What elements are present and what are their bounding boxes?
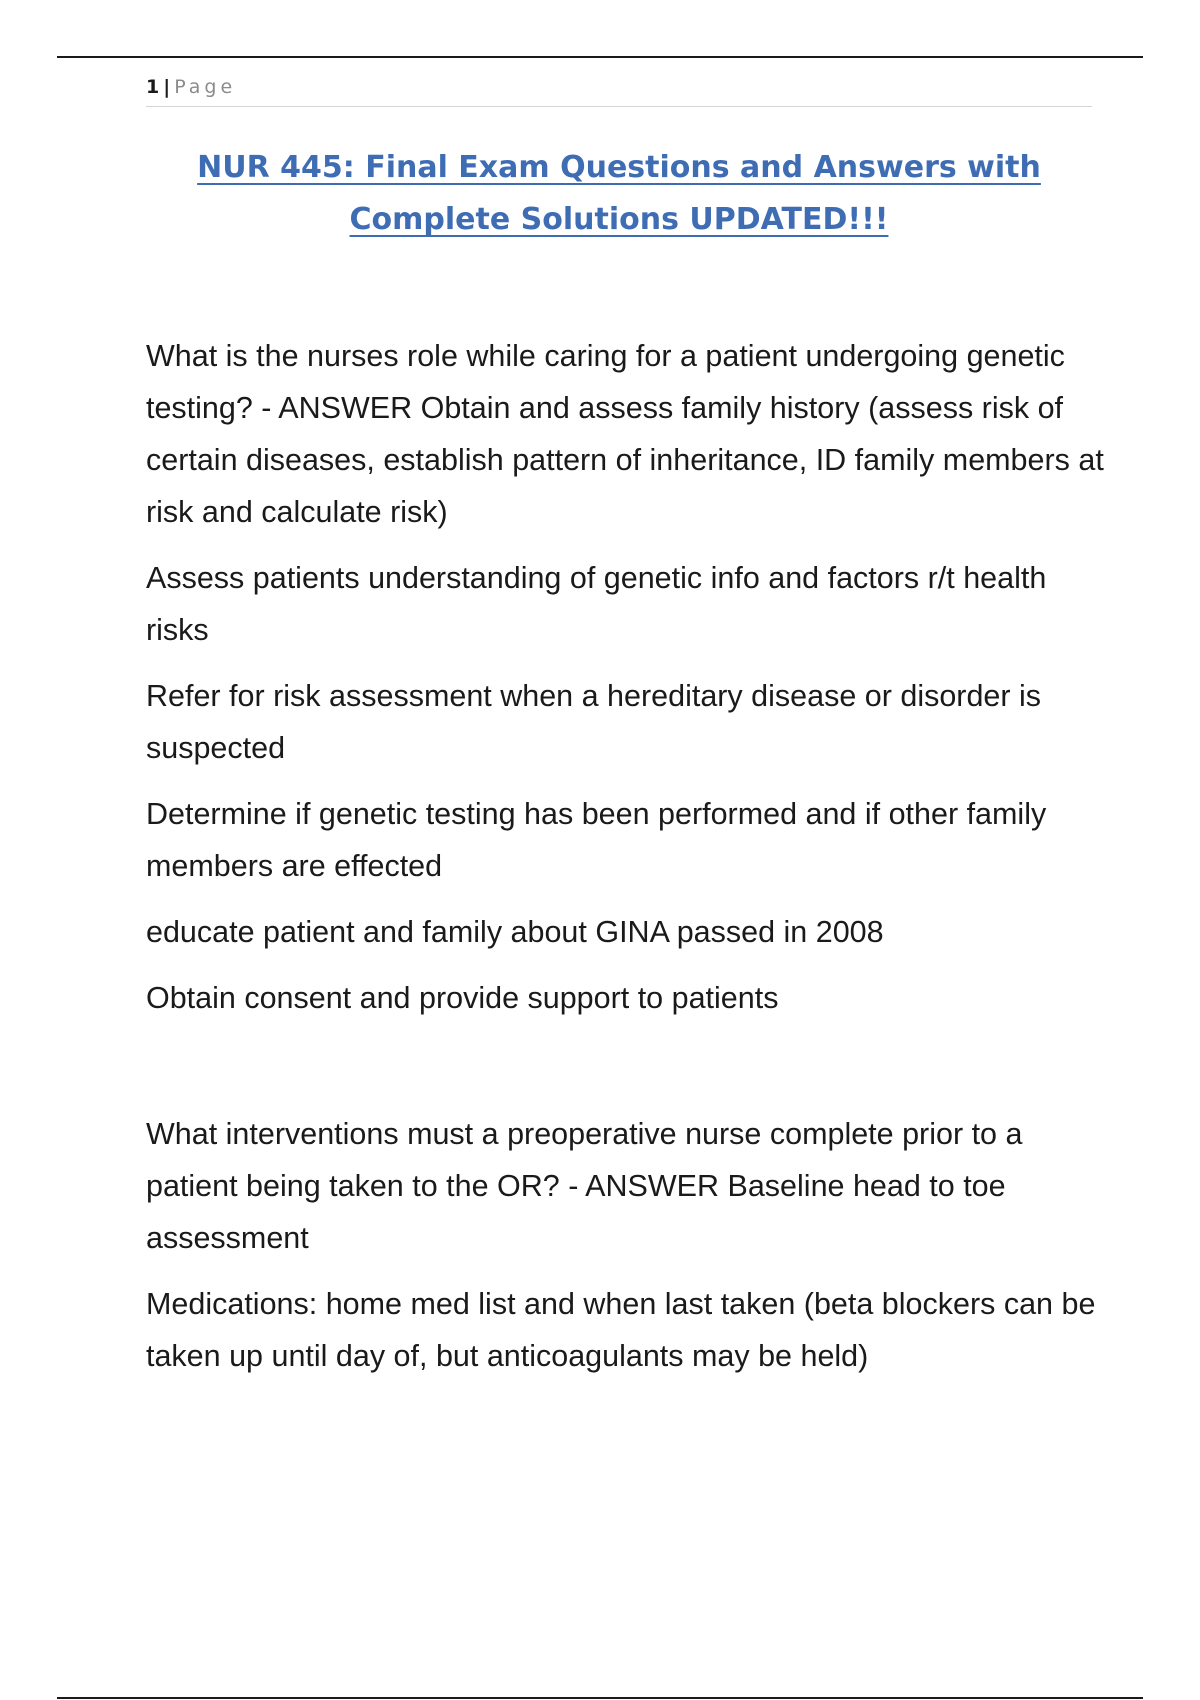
- answer-point: Medications: home med list and when last taken (beta blockers can be taken up until day of, but anticoagulants may be held): [146, 1287, 1096, 1373]
- answer-point: Refer for risk assessment when a hereditary disease or disorder is suspected: [146, 679, 1042, 765]
- answer-point: Determine if genetic testing has been performed and if other family members are effected: [146, 797, 1047, 883]
- document-title: [146, 142, 1092, 246]
- document-body: [146, 330, 1106, 1396]
- section-gap: [146, 1038, 1106, 1108]
- page-separator: |: [163, 76, 171, 98]
- answer-point: Obtain consent and provide support to patients: [146, 981, 779, 1015]
- answer-point: educate patient and family about GINA passed in 2008: [146, 915, 884, 949]
- question-2: What interventions must a preoperative nurse complete prior to a patient being taken to the OR? - ANSWER Baseline head to toe assessment: [146, 1117, 1023, 1255]
- page-number: 1: [146, 76, 160, 98]
- top-rule: [57, 56, 1143, 58]
- question-1: What is the nurses role while caring for a patient undergoing genetic testing? - ANSWER Obtain and assess family history (assess risk of certain diseases, establish pattern of inheritance, ID family members at risk and calculate risk): [146, 339, 1104, 529]
- title-line-1: NUR 445: Final Exam Questions and Answers with: [197, 150, 1041, 185]
- title-line-2: Complete Solutions UPDATED!!!: [349, 202, 889, 237]
- page-header: [146, 72, 1092, 107]
- answer-point: Assess patients understanding of genetic info and factors r/t health risks: [146, 561, 1047, 647]
- bottom-rule: [57, 1697, 1143, 1699]
- page-label: Page: [174, 76, 237, 98]
